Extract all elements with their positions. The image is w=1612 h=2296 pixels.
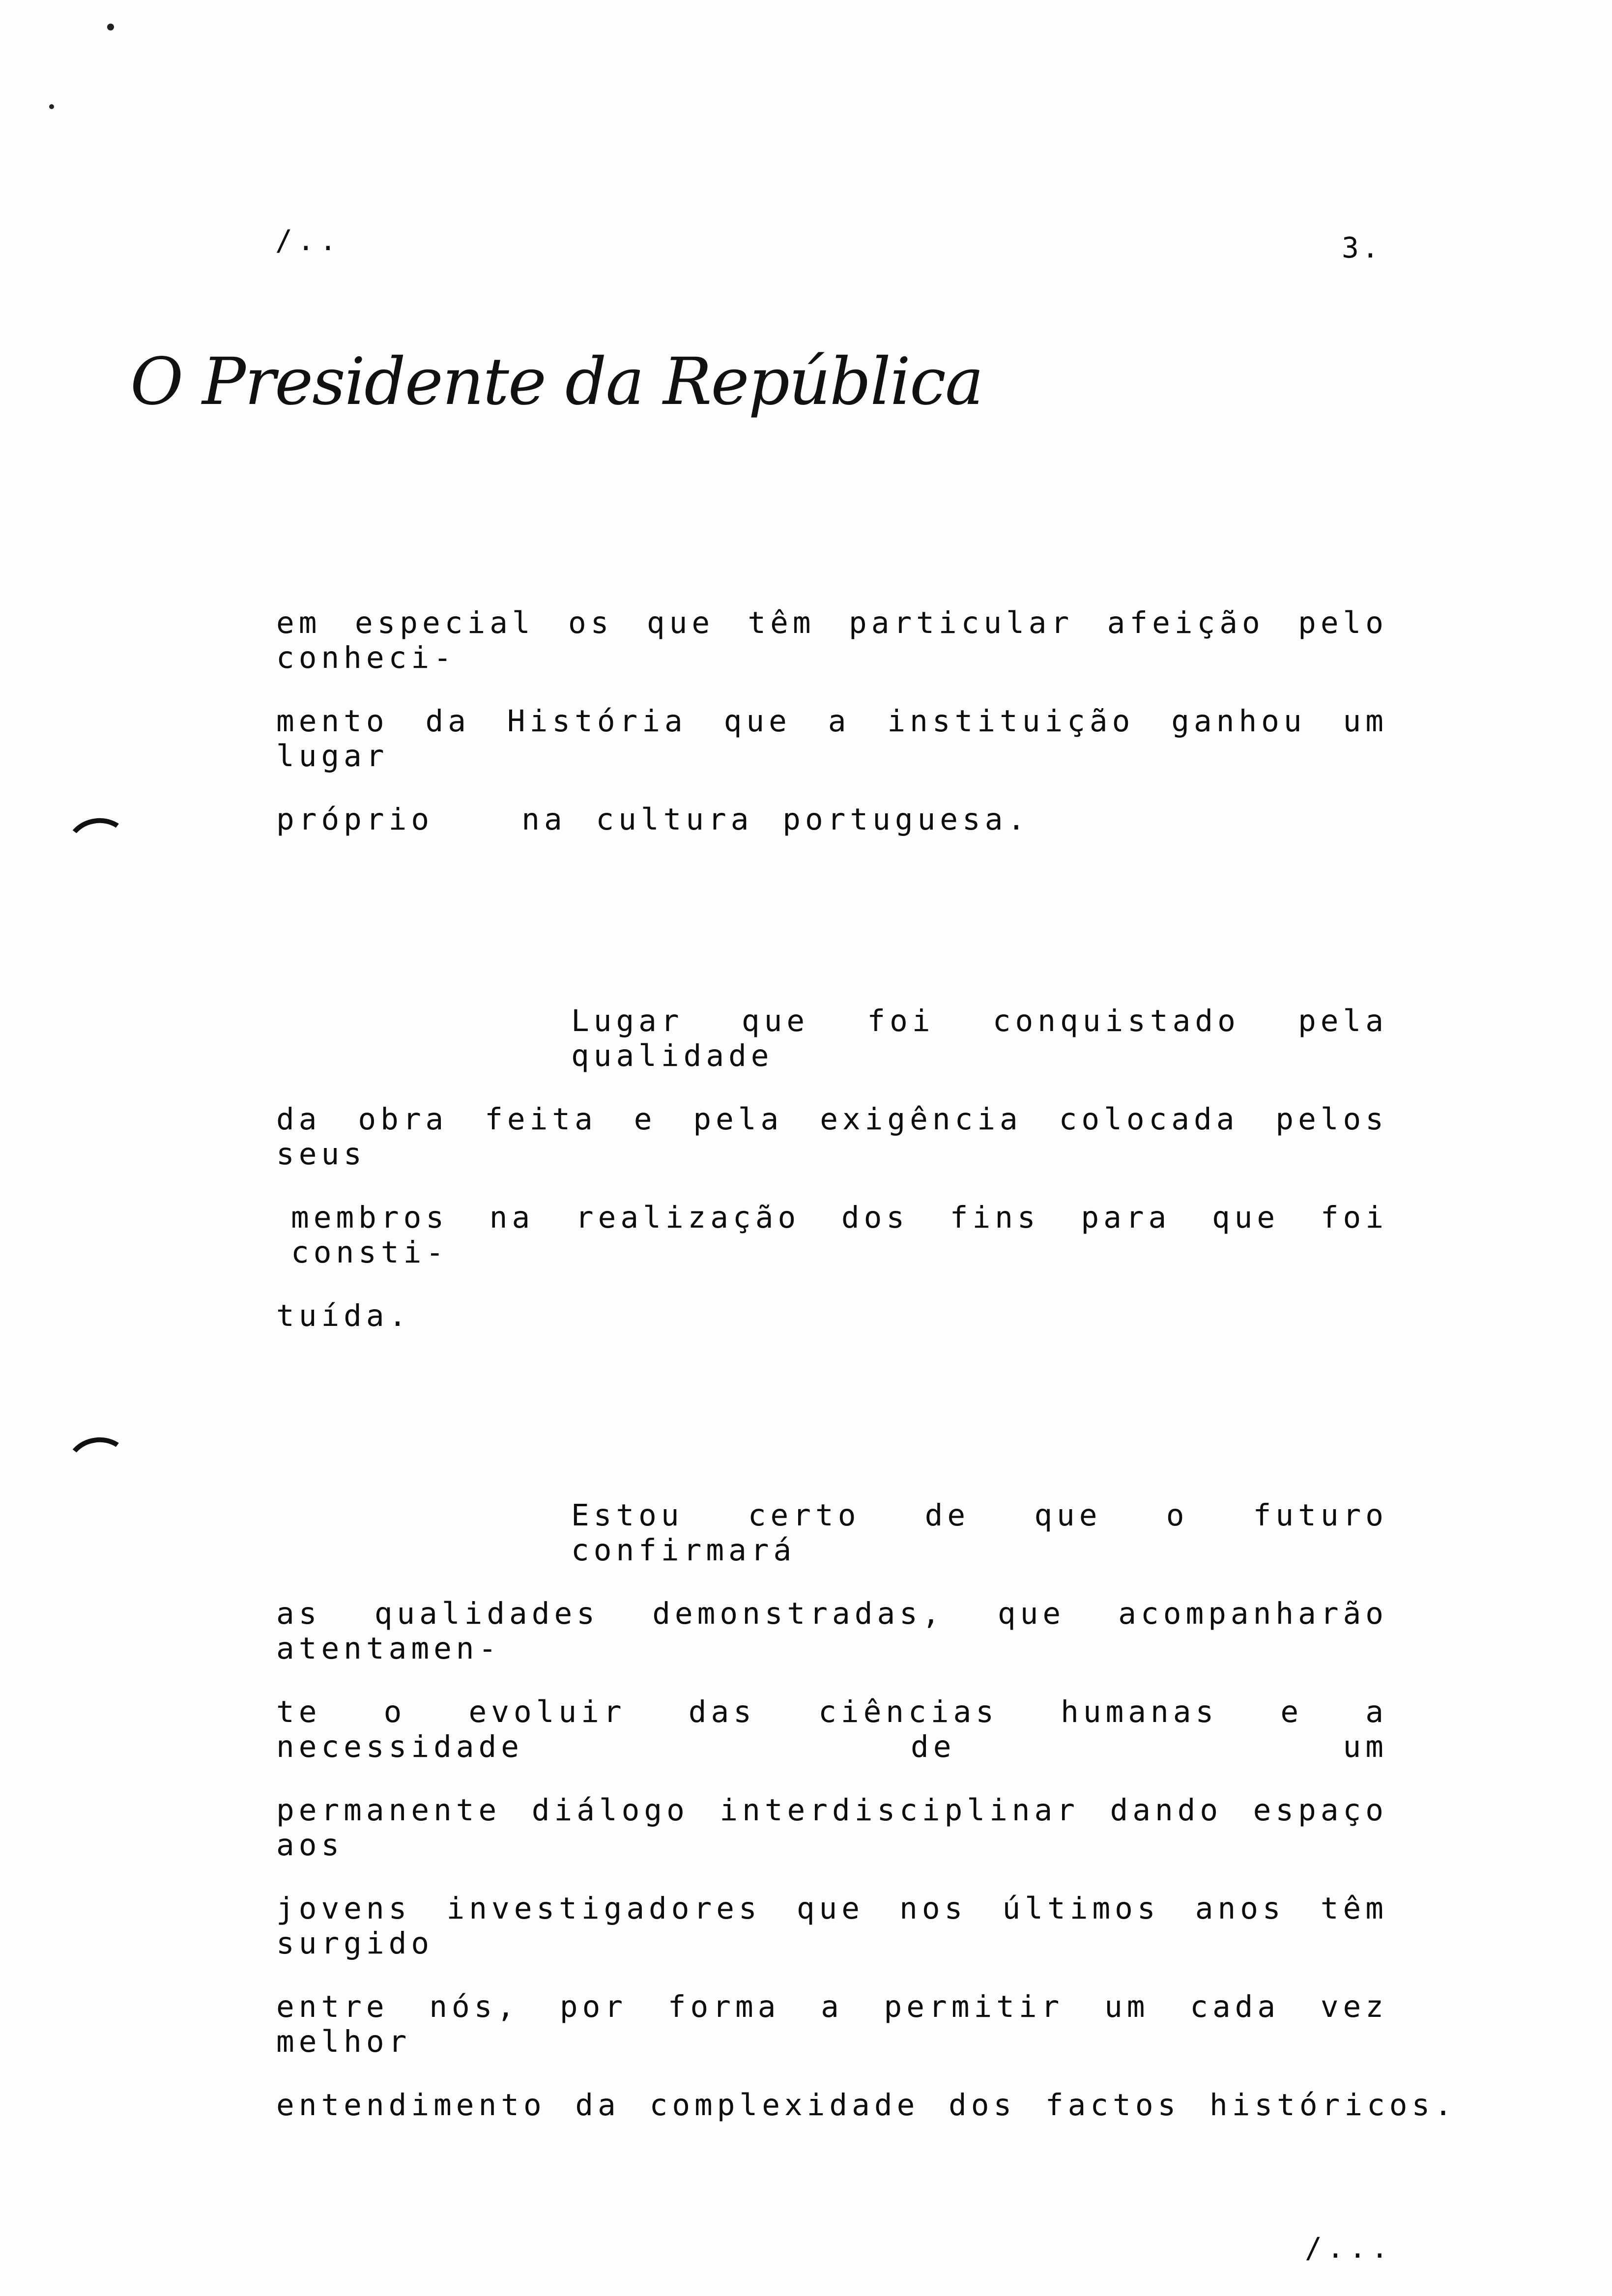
header-continuation-mark: /..: [275, 224, 342, 257]
text-line: permanente diálogo interdisciplinar dando espaço aos: [276, 1793, 1388, 1863]
text-line: jovens investigadores que nos últimos anos têm surgido: [276, 1891, 1388, 1961]
footer-continuation-mark: /...: [1305, 2231, 1393, 2265]
page-number: 3.: [1342, 231, 1382, 264]
scan-speck: [49, 104, 54, 109]
letterhead: O Presidente da República: [130, 344, 983, 420]
scan-speck: [107, 24, 114, 30]
text-line: te o evoluir das ciências humanas e a necessidade de um: [276, 1694, 1388, 1764]
text-line: em especial os que têm particular afeição pelo conheci-: [276, 605, 1388, 675]
punch-hole-mark: [63, 814, 134, 876]
punch-hole-mark: [63, 1433, 134, 1495]
text-line: membros na realização dos fins para que foi consti-: [291, 1200, 1388, 1270]
text-line: próprio na cultura portuguesa.: [276, 802, 1030, 837]
text-line: as qualidades demonstradas, que acompanharão atentamen-: [276, 1596, 1388, 1666]
text-line: entendimento da complexidade dos factos históricos.: [276, 2088, 1457, 2123]
text-line: mento da História que a instituição ganhou um lugar: [276, 704, 1388, 774]
text-line: tuída.: [276, 1298, 411, 1333]
text-line: da obra feita e pela exigência colocada pelos seus: [276, 1102, 1388, 1172]
text-line: entre nós, por forma a permitir um cada vez melhor: [276, 1989, 1388, 2059]
text-line: Lugar que foi conquistado pela qualidade: [571, 1004, 1388, 1073]
text-line: Estou certo de que o futuro confirmará: [571, 1498, 1388, 1568]
